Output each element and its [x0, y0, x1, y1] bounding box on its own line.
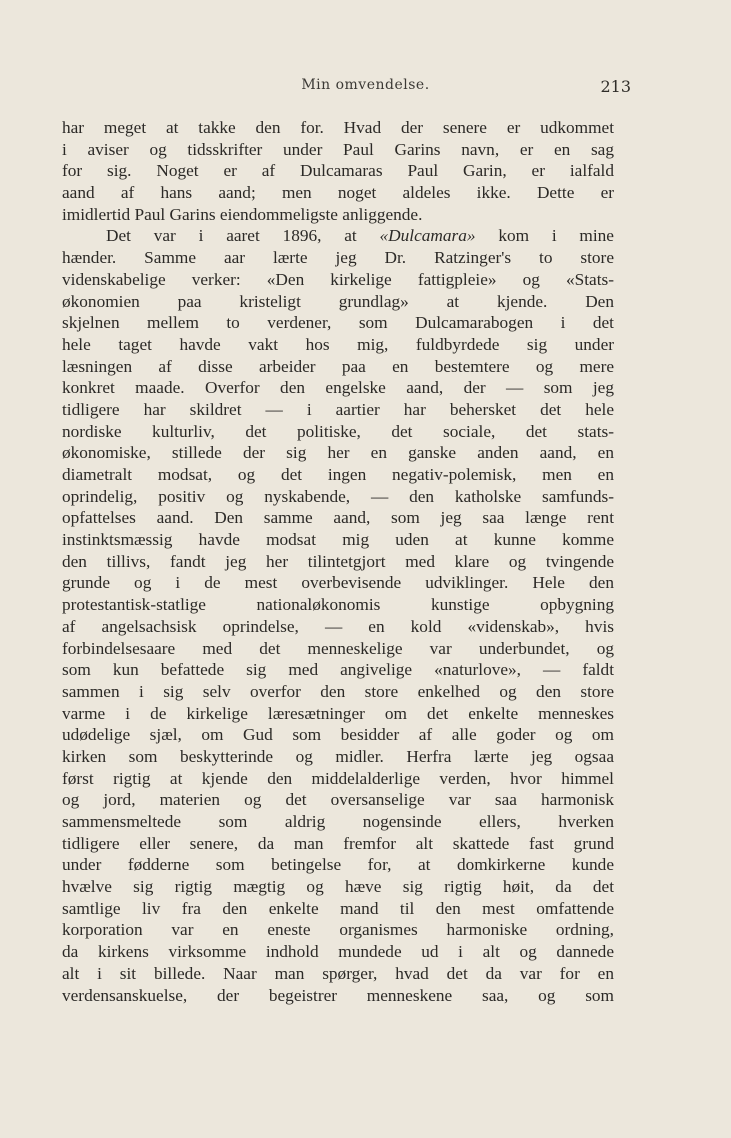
- text-line: som kun befattede sig med angivelige «naturlove», — faldt: [62, 660, 614, 680]
- text-line: har meget at takke den for. Hvad der senere er udkommet: [62, 118, 614, 137]
- text-line: videnskabelige verker: «Den kirkelige fattigpleie» og «Stats-: [62, 269, 614, 289]
- text-line: instinktsmæssig havde modsat mig uden at kunne komme: [62, 530, 614, 550]
- text-line: hele taget havde vakt hos mig, fuldbyrdede sig under: [62, 334, 614, 354]
- text-line: diametralt modsat, og det ingen negativ-polemisk, men en: [62, 465, 614, 484]
- text-line: oprindelig, positiv og nyskabende, — den katholske samfunds-: [62, 486, 614, 506]
- text-line: opfattelses aand. Den samme aand, som jeg saa længe rent: [62, 508, 614, 528]
- text-line: tidligere har skildret — i aartier har behersket det hele: [62, 399, 614, 419]
- text-line: [62, 225, 614, 247]
- text-line: udødelige sjæl, om Gud som besidder af alle goder og om: [62, 725, 614, 745]
- text-line: først rigtig at kjende den middelalderlige verden, hvor himmel: [62, 768, 614, 788]
- text-line: konkret maade. Overfor den engelske aand, der — som jeg: [62, 378, 614, 398]
- page-number: 213: [600, 77, 631, 96]
- body-text: [62, 117, 614, 1006]
- running-head: Min omvendelse.: [301, 77, 430, 93]
- text-line: korporation var en eneste organismes harmoniske ordning,: [62, 920, 614, 940]
- text-line: i aviser og tidsskrifter under Paul Garins navn, er en sag: [62, 139, 614, 159]
- text-segment: Det var i aaret 1896, at: [106, 226, 357, 246]
- text-line: nordiske kulturliv, det politiske, det sociale, det stats-: [62, 421, 614, 441]
- text-line: under fødderne som betingelse for, at domkirkerne kunde: [62, 855, 614, 875]
- text-line: alt i sit billede. Naar man spørger, hvad det da var for en: [62, 963, 614, 983]
- text-line: forbindelsesaare med det menneskelige var underbundet, og: [62, 638, 614, 658]
- text-line: for sig. Noget er af Dulcamaras Paul Garin, er ialfald: [62, 161, 614, 181]
- text-line: verdensanskuelse, der begeistrer menneskene saa, og som: [62, 985, 614, 1005]
- text-line: varme i de kirkelige læresætninger om det enkelte menneskes: [62, 703, 614, 723]
- text-line: sammen i sig selv overfor den store enkelhed og den store: [62, 681, 614, 701]
- text-line: og jord, materien og det oversanselige var saa harmonisk: [62, 790, 614, 810]
- text-line: økonomien paa kristeligt grundlag» at kjende. Den: [62, 291, 614, 311]
- text-line: den tillivs, fandt jeg her tilintetgjort med klare og tvingende: [62, 551, 614, 571]
- text-line: hænder. Samme aar lærte jeg Dr. Ratzinger's to store: [62, 248, 614, 268]
- text-line: da kirkens virksomme indhold mundede ud i alt og dannede: [62, 942, 614, 962]
- title-italic: «Dulcamara»: [379, 226, 476, 246]
- text-line: protestantisk-statlige nationaløkonomis kunstige opbygning: [62, 595, 614, 615]
- text-line: kirken som beskytterinde og midler. Herfra lærte jeg ogsaa: [62, 746, 614, 766]
- text-line: imidlertid Paul Garins eiendommeligste anliggende.: [62, 204, 423, 224]
- text-line: skjelnen mellem to verdener, som Dulcamarabogen i det: [62, 313, 614, 333]
- text-line: af angelsachsisk oprindelse, — en kold «videnskab», hvis: [62, 616, 614, 636]
- text-line: aand af hans aand; men noget aldeles ikke. Dette er: [62, 183, 614, 203]
- text-line: hvælve sig rigtig mægtig og hæve sig rigtig høit, da det: [62, 877, 614, 897]
- text-line: tidligere eller senere, da man fremfor alt skattede fast grund: [62, 833, 614, 853]
- text-line: grunde og i de mest overbevisende udviklinger. Hele den: [62, 573, 614, 593]
- text-line: sammensmeltede som aldrig nogensinde ellers, hverken: [62, 812, 614, 831]
- text-line: økonomiske, stillede der sig her en ganske anden aand, en: [62, 443, 614, 463]
- text-segment: kom i mine: [498, 226, 614, 246]
- text-line: samtlige liv fra den enkelte mand til den mest omfattende: [62, 898, 614, 918]
- text-line: læsningen af disse arbeider paa en bestemtere og mere: [62, 356, 614, 376]
